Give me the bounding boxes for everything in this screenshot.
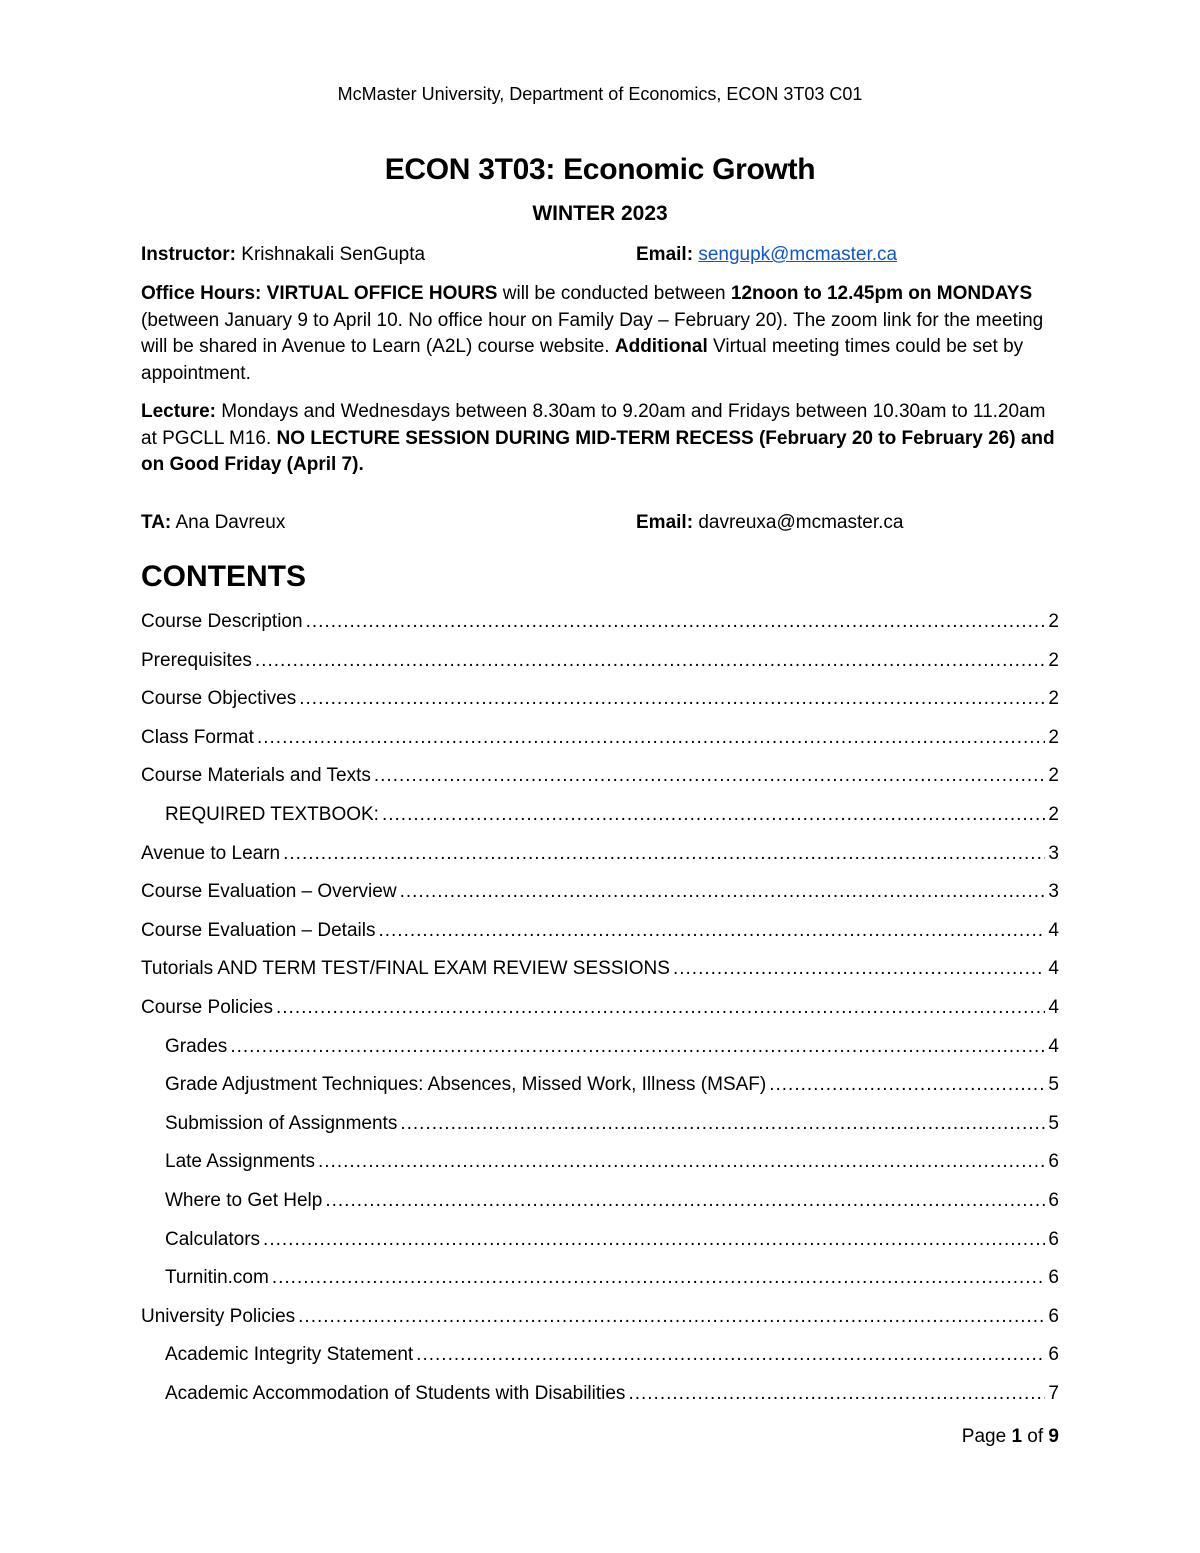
toc-entry[interactable] [165, 1383, 1059, 1409]
toc-entry-page: 6 [1048, 1228, 1059, 1250]
toc-entry-page: 2 [1048, 804, 1059, 825]
toc-entry-page: 6 [1048, 1267, 1059, 1289]
footer-prefix: Page [961, 1426, 1012, 1447]
toc-entry-page: 2 [1048, 765, 1059, 787]
toc-leader-dots [416, 1344, 1045, 1366]
toc-entry-label: Late Assignments [165, 1151, 315, 1173]
toc-entry-page: 6 [1048, 1344, 1059, 1366]
toc-entry[interactable] [165, 804, 1059, 830]
toc-leader-dots [628, 1383, 1045, 1405]
toc-entry[interactable] [165, 1190, 1059, 1216]
ta-email-line [636, 512, 903, 534]
toc-entry[interactable] [141, 765, 1059, 791]
toc-leader-dots [230, 1036, 1045, 1058]
toc-entry[interactable] [165, 1113, 1059, 1139]
toc-entry[interactable] [141, 1306, 1059, 1332]
toc-leader-dots [263, 1229, 1045, 1251]
toc-entry-page: 4 [1048, 1035, 1059, 1057]
toc-entry-page: 6 [1048, 1151, 1059, 1173]
office-hours-bold2: 12noon to 12.45pm on MONDAYS [730, 283, 1033, 304]
office-hours-text1: will be conducted between [497, 283, 731, 304]
course-term: WINTER 2023 [532, 202, 668, 225]
ta-email-label: Email: [636, 512, 694, 533]
toc-leader-dots [400, 881, 1046, 903]
toc-entry-label: Grades [165, 1035, 228, 1057]
toc-entry-label: Course Policies [141, 997, 273, 1018]
toc-entry-page: 3 [1048, 881, 1059, 903]
toc-entry-label: Course Objectives [141, 688, 297, 710]
toc-entry[interactable] [165, 1267, 1059, 1293]
toc-entry-page: 5 [1048, 1112, 1059, 1134]
contents-heading: CONTENTS [141, 560, 306, 593]
toc-entry-label: Grade Adjustment Techniques: Absences, Missed Work, Illness (MSAF) [165, 1074, 767, 1096]
toc-entry-label: Class Format [141, 726, 254, 748]
toc-leader-dots [318, 1151, 1045, 1173]
footer-middle: of [1022, 1426, 1049, 1447]
toc-entry-label: Academic Integrity Statement [165, 1344, 414, 1366]
office-hours-bold3: Additional [614, 336, 708, 357]
toc-entry-label: Calculators [165, 1228, 261, 1250]
toc-leader-dots [299, 688, 1045, 710]
instructor-label: Instructor: [141, 244, 236, 265]
toc-entry-label: Avenue to Learn [141, 842, 281, 864]
toc-entry-label: Where to Get Help [165, 1190, 323, 1211]
office-hours-text3: Virtual meeting times could be set by appointment. [141, 336, 1024, 384]
toc-entry-page: 2 [1048, 726, 1059, 748]
toc-entry-page: 2 [1048, 611, 1059, 632]
instructor-line [141, 244, 425, 266]
running-header: McMaster University, Department of Economics, ECON 3T03 C01 [337, 84, 863, 104]
toc-leader-dots [276, 997, 1045, 1019]
toc-entry-page: 2 [1048, 649, 1059, 671]
toc-entry[interactable] [141, 688, 1059, 714]
toc-entry-page: 5 [1048, 1074, 1059, 1096]
toc-entry-page: 6 [1048, 1305, 1059, 1327]
footer-total-pages: 9 [1048, 1426, 1059, 1447]
toc-entry[interactable] [165, 1151, 1059, 1177]
office-hours-paragraph [141, 281, 1061, 387]
toc-entry[interactable] [165, 1229, 1059, 1255]
toc-leader-dots [306, 611, 1046, 633]
toc-leader-dots [272, 1267, 1046, 1289]
toc-leader-dots [673, 958, 1045, 980]
toc-entry[interactable] [141, 650, 1059, 676]
toc-leader-dots [374, 765, 1046, 787]
course-title: ECON 3T03: Economic Growth [384, 153, 816, 186]
toc-entry-label: Academic Accommodation of Students with Disabilities [165, 1383, 626, 1404]
toc-leader-dots [769, 1074, 1045, 1096]
toc-entry-label: Tutorials AND TERM TEST/FINAL EXAM REVIEW SESSIONS [141, 958, 670, 980]
toc-entry-label: Course Evaluation – Overview [141, 881, 397, 903]
toc-leader-dots [257, 727, 1045, 749]
ta-line [141, 512, 285, 534]
toc-entry-label: Prerequisites [141, 649, 252, 671]
toc-entry-page: 7 [1048, 1383, 1059, 1404]
toc-entry[interactable] [165, 1074, 1059, 1100]
ta-name: Ana Davreux [175, 512, 286, 533]
toc-entry-page: 6 [1048, 1190, 1059, 1211]
toc-leader-dots [298, 1306, 1045, 1328]
lecture-paragraph [141, 399, 1061, 479]
instructor-email-link[interactable]: sengupk@mcmaster.ca [698, 244, 898, 265]
page-footer [0, 1426, 1059, 1448]
toc-leader-dots [325, 1190, 1045, 1212]
toc-entry-label: Submission of Assignments [165, 1112, 398, 1134]
toc-entry[interactable] [141, 843, 1059, 869]
toc-entry-page: 4 [1048, 919, 1059, 941]
toc-entry[interactable] [165, 1344, 1059, 1370]
toc-entry-label: REQUIRED TEXTBOOK: [165, 804, 379, 825]
toc-entry-label: Turnitin.com [165, 1267, 269, 1289]
toc-leader-dots [382, 804, 1045, 826]
toc-entry[interactable] [141, 727, 1059, 753]
toc-entry[interactable] [141, 920, 1059, 946]
office-hours-bold1: VIRTUAL OFFICE HOURS [266, 283, 498, 304]
toc-entry-page: 2 [1048, 688, 1059, 710]
toc-entry[interactable] [141, 881, 1059, 907]
toc-entry-page: 4 [1048, 997, 1059, 1018]
toc-entry-page: 4 [1048, 958, 1059, 980]
toc-entry-label: University Policies [141, 1305, 296, 1327]
toc-entry[interactable] [141, 611, 1059, 637]
toc-leader-dots [255, 650, 1046, 672]
toc-entry[interactable] [165, 1036, 1059, 1062]
toc-leader-dots [400, 1113, 1045, 1135]
lecture-label: Lecture: [141, 401, 216, 422]
lecture-bold: NO LECTURE SESSION DURING MID-TERM RECESS (February 20 to February 26) and on Good Friday (April 7). [141, 427, 1055, 475]
toc-leader-dots [283, 843, 1045, 865]
instructor-email-label: Email: [636, 244, 694, 265]
toc-entry-page: 3 [1048, 842, 1059, 864]
lecture-text: Mondays and Wednesdays between 8.30am to 9.20am and Fridays between 10.30am to 11.20am at PGCLL M16. [141, 401, 1046, 449]
ta-email: davreuxa@mcmaster.ca [698, 512, 904, 533]
ta-label: TA: [141, 512, 172, 533]
toc-entry[interactable] [141, 997, 1059, 1023]
office-hours-text2: (between January 9 to April 10. No office hour on Family Day – February 20). The zoom link for the meeting will be shared in Avenue to Learn (A2L) course website. [141, 309, 1044, 357]
toc-leader-dots [378, 920, 1045, 942]
toc-entry[interactable] [141, 958, 1059, 984]
instructor-email-line [636, 244, 897, 266]
toc-entry-label: Course Evaluation – Details [141, 919, 376, 941]
toc-entry-label: Course Materials and Texts [141, 765, 371, 787]
office-hours-label: Office Hours: [141, 283, 262, 304]
footer-current-page: 1 [1011, 1426, 1023, 1447]
instructor-name: Krishnakali SenGupta [241, 244, 426, 265]
toc-entry-label: Course Description [141, 611, 303, 632]
